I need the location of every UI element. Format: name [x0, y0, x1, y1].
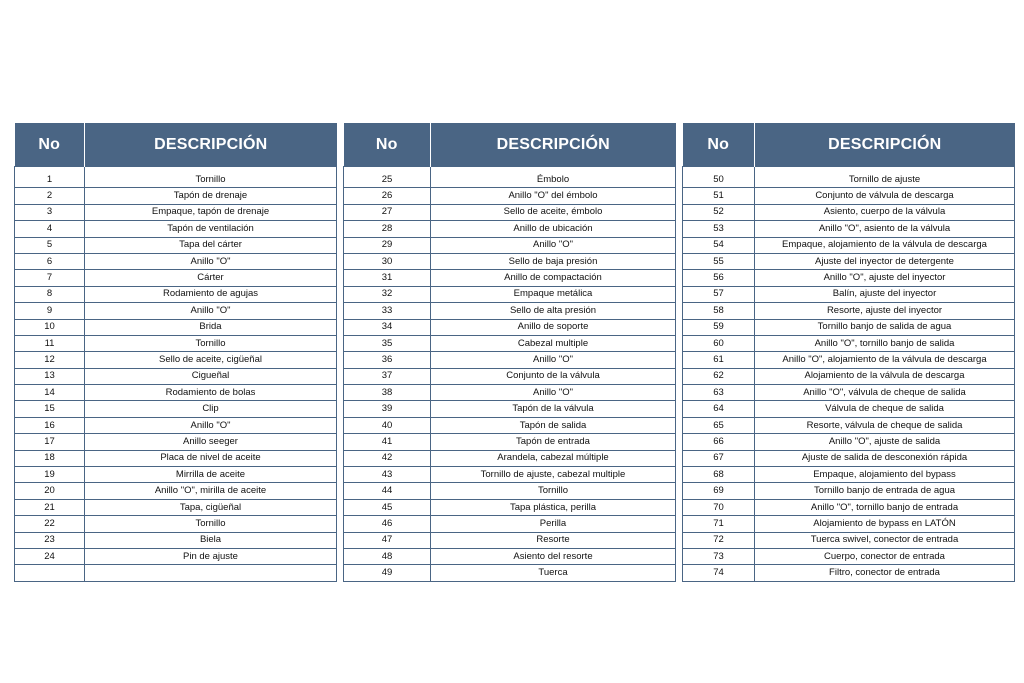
part-description-cell: Cuerpo, conector de entrada	[755, 548, 1015, 564]
part-description-cell: Balín, ajuste del inyector	[755, 286, 1015, 302]
part-number-cell: 60	[683, 335, 755, 351]
part-description-cell: Anillo "O" del émbolo	[431, 188, 676, 204]
table-row	[683, 204, 1015, 220]
table-row	[344, 532, 676, 548]
part-description-cell: Anillo de soporte	[431, 319, 676, 335]
table-row	[15, 467, 337, 483]
table-row	[344, 319, 676, 335]
table-row	[15, 565, 337, 581]
part-number-cell: 54	[683, 237, 755, 253]
part-number-cell: 15	[15, 401, 85, 417]
table-row	[344, 221, 676, 237]
part-description-cell: Anillo "O", asiento de la válvula	[755, 221, 1015, 237]
part-description-cell: Rodamiento de agujas	[85, 286, 337, 302]
part-description-cell: Anillo "O"	[85, 417, 337, 433]
table-row	[15, 270, 337, 286]
part-number-cell: 3	[15, 204, 85, 220]
table-row	[15, 188, 337, 204]
part-number-cell	[15, 565, 85, 581]
table-row	[683, 335, 1015, 351]
table-row	[683, 221, 1015, 237]
table-row	[15, 401, 337, 417]
part-description-cell: Placa de nivel de aceite	[85, 450, 337, 466]
parts-table-1	[14, 123, 337, 582]
table-row	[15, 499, 337, 515]
table-row	[683, 352, 1015, 368]
table-row	[15, 204, 337, 220]
table-row	[344, 450, 676, 466]
table-row	[683, 368, 1015, 384]
table-row	[344, 417, 676, 433]
part-description-cell: Anillo "O"	[431, 237, 676, 253]
table-row	[683, 565, 1015, 581]
part-number-cell: 30	[344, 253, 431, 269]
part-description-cell: Cárter	[85, 270, 337, 286]
part-number-cell: 33	[344, 303, 431, 319]
table-row	[683, 516, 1015, 532]
part-description-cell: Válvula de cheque de salida	[755, 401, 1015, 417]
part-description-cell: Empaque, alojamiento de la válvula de descarga	[755, 237, 1015, 253]
table-row	[344, 270, 676, 286]
part-description-cell: Resorte, ajuste del inyector	[755, 303, 1015, 319]
table-row	[15, 286, 337, 302]
part-description-cell: Empaque, alojamiento del bypass	[755, 467, 1015, 483]
part-description-cell: Anillo "O", tornillo banjo de salida	[755, 335, 1015, 351]
table-row	[15, 516, 337, 532]
table-row	[683, 303, 1015, 319]
table-header-row	[344, 123, 676, 167]
part-number-cell: 74	[683, 565, 755, 581]
part-description-cell: Alojamiento de la válvula de descarga	[755, 368, 1015, 384]
part-number-cell: 42	[344, 450, 431, 466]
part-description-cell: Arandela, cabezal múltiple	[431, 450, 676, 466]
table-row	[15, 483, 337, 499]
table-header-row	[15, 123, 337, 167]
part-description-cell: Sello de aceite, émbolo	[431, 204, 676, 220]
part-number-cell: 50	[683, 172, 755, 188]
part-description-cell: Anillo "O", ajuste de salida	[755, 434, 1015, 450]
part-description-cell: Cabezal multiple	[431, 335, 676, 351]
table-row	[15, 417, 337, 433]
header-description: DESCRIPCIÓN	[85, 123, 337, 167]
part-description-cell: Tapón de ventilación	[85, 221, 337, 237]
table-row	[683, 319, 1015, 335]
table-row	[344, 335, 676, 351]
part-description-cell: Tornillo banjo de entrada de agua	[755, 483, 1015, 499]
part-description-cell: Empaque metálica	[431, 286, 676, 302]
header-no: No	[15, 123, 85, 167]
table-row	[683, 417, 1015, 433]
table-row	[344, 368, 676, 384]
part-number-cell: 63	[683, 385, 755, 401]
part-number-cell: 18	[15, 450, 85, 466]
part-number-cell: 26	[344, 188, 431, 204]
part-number-cell: 11	[15, 335, 85, 351]
part-description-cell: Conjunto de válvula de descarga	[755, 188, 1015, 204]
part-number-cell: 53	[683, 221, 755, 237]
parts-table-2	[343, 123, 676, 582]
part-description-cell: Anillo "O", mirilla de aceite	[85, 483, 337, 499]
table-row	[344, 467, 676, 483]
part-description-cell: Anillo "O", alojamiento de la válvula de descarga	[755, 352, 1015, 368]
table-row	[683, 401, 1015, 417]
part-description-cell: Tapón de salida	[431, 417, 676, 433]
table-row	[15, 237, 337, 253]
part-description-cell: Sello de baja presión	[431, 253, 676, 269]
part-number-cell: 19	[15, 467, 85, 483]
part-description-cell: Tornillo	[85, 516, 337, 532]
table-row	[683, 499, 1015, 515]
part-description-cell: Sello de alta presión	[431, 303, 676, 319]
part-number-cell: 51	[683, 188, 755, 204]
table-row	[683, 237, 1015, 253]
part-description-cell: Anillo de compactación	[431, 270, 676, 286]
table-header-row	[683, 123, 1015, 167]
part-number-cell: 24	[15, 548, 85, 564]
part-description-cell: Émbolo	[431, 172, 676, 188]
part-number-cell: 25	[344, 172, 431, 188]
table-row	[15, 253, 337, 269]
table-row	[344, 253, 676, 269]
table-row	[15, 450, 337, 466]
part-number-cell: 73	[683, 548, 755, 564]
part-number-cell: 58	[683, 303, 755, 319]
part-description-cell: Anillo "O"	[431, 352, 676, 368]
part-description-cell: Tuerca swivel, conector de entrada	[755, 532, 1015, 548]
table-row	[15, 319, 337, 335]
part-number-cell: 41	[344, 434, 431, 450]
part-number-cell: 10	[15, 319, 85, 335]
part-description-cell: Tornillo	[85, 172, 337, 188]
table-row	[15, 303, 337, 319]
table-row	[683, 270, 1015, 286]
part-number-cell: 37	[344, 368, 431, 384]
table-row	[683, 532, 1015, 548]
table-row	[344, 303, 676, 319]
part-number-cell: 39	[344, 401, 431, 417]
part-description-cell: Ajuste del inyector de detergente	[755, 253, 1015, 269]
header-no: No	[683, 123, 755, 167]
table-row	[683, 467, 1015, 483]
part-number-cell: 20	[15, 483, 85, 499]
table-row	[344, 352, 676, 368]
part-number-cell: 38	[344, 385, 431, 401]
table-row	[683, 450, 1015, 466]
part-number-cell: 64	[683, 401, 755, 417]
part-description-cell: Asiento, cuerpo de la válvula	[755, 204, 1015, 220]
part-description-cell: Tornillo de ajuste	[755, 172, 1015, 188]
part-description-cell: Tapa, cigüeñal	[85, 499, 337, 515]
part-description-cell: Biela	[85, 532, 337, 548]
table-row	[15, 548, 337, 564]
part-number-cell: 72	[683, 532, 755, 548]
table-row	[683, 385, 1015, 401]
part-description-cell: Anillo "O"	[431, 385, 676, 401]
part-description-cell	[85, 565, 337, 581]
part-description-cell: Perilla	[431, 516, 676, 532]
part-number-cell: 9	[15, 303, 85, 319]
table-row	[344, 548, 676, 564]
table-row	[683, 188, 1015, 204]
table-row	[683, 434, 1015, 450]
part-number-cell: 23	[15, 532, 85, 548]
table-row	[344, 483, 676, 499]
part-number-cell: 62	[683, 368, 755, 384]
part-number-cell: 56	[683, 270, 755, 286]
part-number-cell: 43	[344, 467, 431, 483]
header-description: DESCRIPCIÓN	[755, 123, 1015, 167]
part-number-cell: 16	[15, 417, 85, 433]
part-description-cell: Sello de aceite, cigüeñal	[85, 352, 337, 368]
table-row	[344, 385, 676, 401]
part-number-cell: 21	[15, 499, 85, 515]
table-row	[683, 253, 1015, 269]
part-description-cell: Cigueñal	[85, 368, 337, 384]
part-number-cell: 32	[344, 286, 431, 302]
part-description-cell: Tornillo	[85, 335, 337, 351]
part-description-cell: Anillo seeger	[85, 434, 337, 450]
part-number-cell: 22	[15, 516, 85, 532]
part-number-cell: 28	[344, 221, 431, 237]
header-no: No	[344, 123, 431, 167]
part-description-cell: Tapa plástica, perilla	[431, 499, 676, 515]
part-description-cell: Conjunto de la válvula	[431, 368, 676, 384]
part-number-cell: 8	[15, 286, 85, 302]
part-description-cell: Tapón de entrada	[431, 434, 676, 450]
part-description-cell: Tapón de la válvula	[431, 401, 676, 417]
part-number-cell: 36	[344, 352, 431, 368]
part-number-cell: 45	[344, 499, 431, 515]
part-description-cell: Tapón de drenaje	[85, 188, 337, 204]
part-number-cell: 48	[344, 548, 431, 564]
part-number-cell: 4	[15, 221, 85, 237]
part-number-cell: 65	[683, 417, 755, 433]
part-description-cell: Tornillo de ajuste, cabezal multiple	[431, 467, 676, 483]
part-description-cell: Anillo "O"	[85, 253, 337, 269]
part-description-cell: Pin de ajuste	[85, 548, 337, 564]
part-number-cell: 34	[344, 319, 431, 335]
part-description-cell: Brida	[85, 319, 337, 335]
table-row	[344, 499, 676, 515]
part-number-cell: 52	[683, 204, 755, 220]
table-row	[344, 204, 676, 220]
table-row	[344, 434, 676, 450]
table-row	[344, 172, 676, 188]
table-row	[683, 172, 1015, 188]
part-number-cell: 14	[15, 385, 85, 401]
part-description-cell: Clip	[85, 401, 337, 417]
part-number-cell: 13	[15, 368, 85, 384]
part-description-cell: Tapa del cárter	[85, 237, 337, 253]
part-number-cell: 49	[344, 565, 431, 581]
table-row	[15, 434, 337, 450]
part-description-cell: Tornillo banjo de salida de agua	[755, 319, 1015, 335]
table-row	[683, 548, 1015, 564]
part-number-cell: 29	[344, 237, 431, 253]
part-number-cell: 40	[344, 417, 431, 433]
part-description-cell: Mirrilla de aceite	[85, 467, 337, 483]
table-row	[344, 286, 676, 302]
part-number-cell: 55	[683, 253, 755, 269]
part-description-cell: Empaque, tapón de drenaje	[85, 204, 337, 220]
part-number-cell: 61	[683, 352, 755, 368]
part-number-cell: 59	[683, 319, 755, 335]
part-description-cell: Alojamiento de bypass en LATÓN	[755, 516, 1015, 532]
part-number-cell: 69	[683, 483, 755, 499]
part-number-cell: 47	[344, 532, 431, 548]
table-row	[683, 286, 1015, 302]
part-number-cell: 7	[15, 270, 85, 286]
table-row	[15, 352, 337, 368]
table-row	[344, 565, 676, 581]
table-row	[15, 221, 337, 237]
part-description-cell: Anillo "O", tornillo banjo de entrada	[755, 499, 1015, 515]
part-number-cell: 35	[344, 335, 431, 351]
part-description-cell: Tuerca	[431, 565, 676, 581]
part-number-cell: 71	[683, 516, 755, 532]
part-description-cell: Filtro, conector de entrada	[755, 565, 1015, 581]
part-number-cell: 1	[15, 172, 85, 188]
part-description-cell: Anillo "O", válvula de cheque de salida	[755, 385, 1015, 401]
part-description-cell: Ajuste de salida de desconexión rápida	[755, 450, 1015, 466]
part-number-cell: 57	[683, 286, 755, 302]
part-description-cell: Resorte, válvula de cheque de salida	[755, 417, 1015, 433]
table-row	[344, 516, 676, 532]
table-row	[15, 172, 337, 188]
table-row	[15, 532, 337, 548]
part-number-cell: 12	[15, 352, 85, 368]
part-number-cell: 5	[15, 237, 85, 253]
part-description-cell: Anillo "O", ajuste del inyector	[755, 270, 1015, 286]
table-row	[15, 368, 337, 384]
table-row	[344, 188, 676, 204]
part-number-cell: 2	[15, 188, 85, 204]
table-row	[15, 385, 337, 401]
part-number-cell: 70	[683, 499, 755, 515]
part-description-cell: Rodamiento de bolas	[85, 385, 337, 401]
part-description-cell: Tornillo	[431, 483, 676, 499]
part-number-cell: 67	[683, 450, 755, 466]
part-number-cell: 66	[683, 434, 755, 450]
table-row	[683, 483, 1015, 499]
part-description-cell: Anillo "O"	[85, 303, 337, 319]
table-row	[344, 237, 676, 253]
part-number-cell: 27	[344, 204, 431, 220]
parts-table-3	[682, 123, 1015, 582]
part-number-cell: 6	[15, 253, 85, 269]
part-description-cell: Resorte	[431, 532, 676, 548]
part-description-cell: Asiento del resorte	[431, 548, 676, 564]
part-number-cell: 46	[344, 516, 431, 532]
table-row	[15, 335, 337, 351]
part-number-cell: 31	[344, 270, 431, 286]
table-row	[344, 401, 676, 417]
part-description-cell: Anillo de ubicación	[431, 221, 676, 237]
part-number-cell: 17	[15, 434, 85, 450]
header-description: DESCRIPCIÓN	[431, 123, 676, 167]
part-number-cell: 44	[344, 483, 431, 499]
part-number-cell: 68	[683, 467, 755, 483]
